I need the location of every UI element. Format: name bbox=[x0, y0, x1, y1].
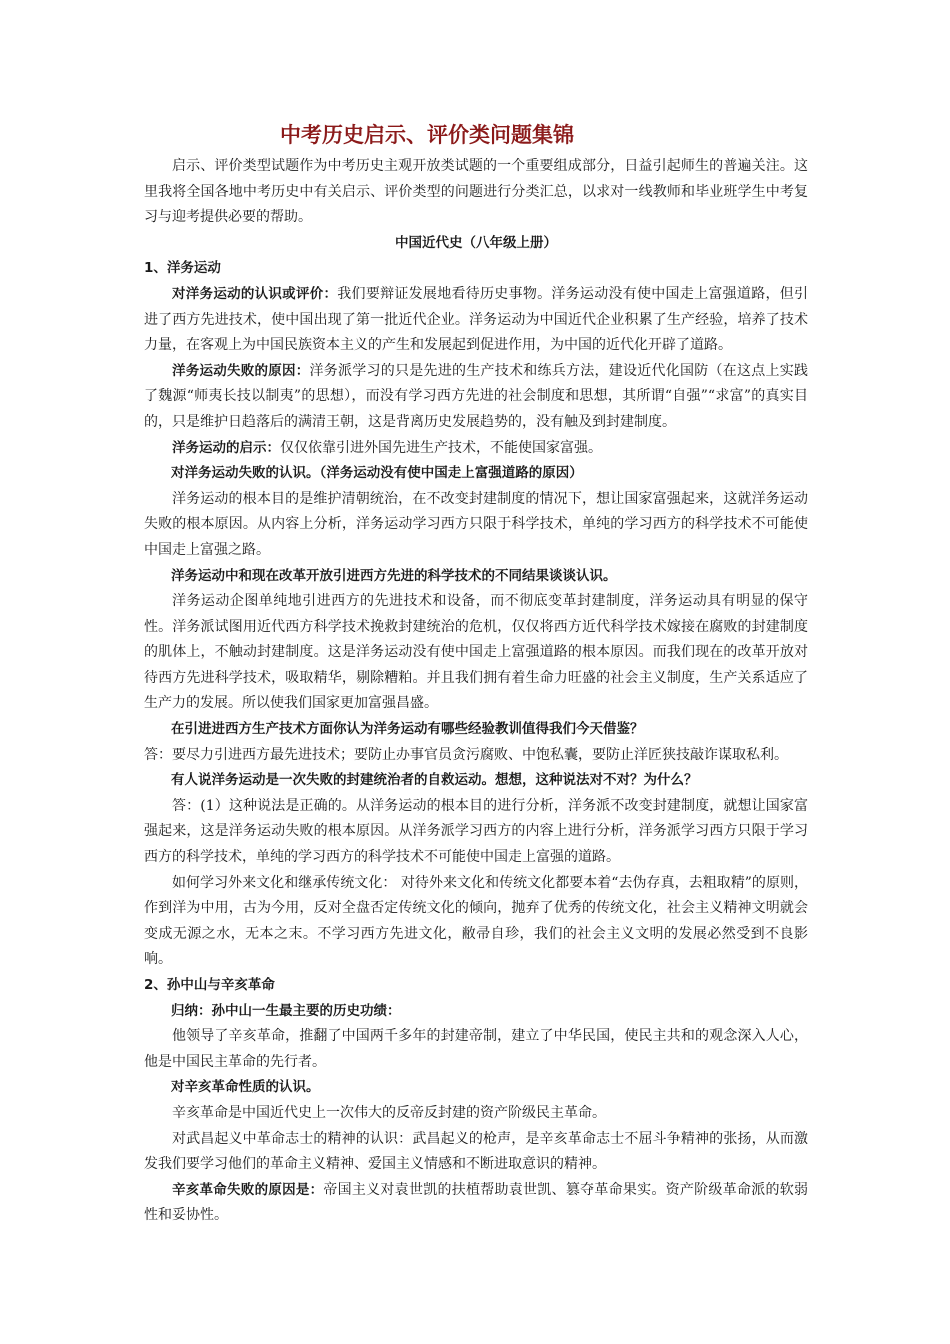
label-failure-reason: 洋务运动失败的原因： bbox=[172, 362, 310, 379]
paragraph-revolution-failure bbox=[144, 1178, 808, 1229]
section-title: 中国近代史（八年级上册） bbox=[395, 234, 557, 251]
paragraph-lesson bbox=[144, 436, 808, 462]
label-revolution-nature: 对辛亥革命性质的认识。 bbox=[171, 1079, 320, 1096]
text-comparison: 洋务运动企图单纯地引进西方的先进技术和设备，而不彻底变革封建制度，洋务运动具有明显的保守性。洋务派试图用近代西方科学技术挽救封建统治的危机，仅仅将西方近代科学技术嫁接在腐败的封建制度的肌体上，不触动封建制度。这是洋务运动没有使中国走上富强道路的根本原因。而我们现在的改革开放对待西方先进科学技术，吸取精华，剔除糟粕。并且我们拥有着生命力旺盛的社会主义制度，生产关系适应了生产力的发展。所以使我们国家更加富强昌盛。 bbox=[144, 593, 808, 712]
text-experience: 答：要尽力引进西方最先进技术；要防止办事官员贪污腐败、中饱私囊，要防止洋匠狭技敲诈谋取私利。 bbox=[144, 746, 788, 763]
text-failure-reason: 洋务派学习的只是先进的生产技术和练兵方法，建设近代化国防（在这点上实践了魏源“师夷长技以制夷”的思想），而没有学习西方先进的社会制度和思想，其所谓“自强”“求富”的真实目的，只是维护日趋落后的满清王朝，这是背离历史发展趋势的，没有触及到封建制度。 bbox=[144, 362, 808, 430]
heading-sun-yatsen: 2、孙中山与辛亥革命 bbox=[144, 977, 275, 993]
paragraph-culture: 如何学习外来文化和继承传统文化： 对待外来文化和传统文化都要本着“去伪存真，去粗取精”的原则，作到洋为中用，古为今用，反对全盘否定传统文化的倾向，抛弃了优秀的传统文化，社会主义精神文明就会变成无源之水，无本之末。不学习西方先进文化，敝帚自珍，我们的社会主义文明的发展必然受到不良影响。 bbox=[144, 874, 808, 968]
label-failure-understanding: 对洋务运动失败的认识。（洋务运动没有使中国走上富强道路的原因） bbox=[171, 465, 583, 482]
intro-paragraph: 启示、评价类型试题作为中考历史主观开放类试题的一个重要组成部分，日益引起师生的普遍关注。这里我将全国各地中考历史中有关启示、评价类型的问题进行分类汇总，以求对一线教师和毕业班学生中考复习与迎考提供必要的帮助。 bbox=[144, 158, 808, 226]
document-page bbox=[144, 118, 808, 1229]
text-self-rescue: 答：(1）这种说法是正确的。从洋务运动的根本目的进行分析，洋务派不改变封建制度，就想让国家富强起来，这是洋务运动失败的根本原因。从洋务派学习西方的内容上进行分析，洋务派学习西方只限于学习西方的科学技术，单纯的学习西方的科学技术不可能使中国走上富强的道路。 bbox=[144, 797, 808, 866]
label-comparison: 洋务运动中和现在改革开放引进西方先进的科学技术的不同结果谈谈认识。 bbox=[171, 567, 617, 584]
label-evaluation: 对洋务运动的认识或评价： bbox=[172, 285, 338, 302]
text-achievements: 他领导了辛亥革命，推翻了中国两千多年的封建帝制，建立了中华民国，使民主共和的观念深入人心，他是中国民主革命的先行者。 bbox=[144, 1028, 808, 1070]
paragraph-failure-reason bbox=[144, 359, 808, 436]
label-revolution-failure: 辛亥革命失败的原因是： bbox=[172, 1181, 324, 1198]
label-lesson: 洋务运动的启示： bbox=[172, 439, 280, 456]
label-experience: 在引进进西方生产技术方面你认为洋务运动有哪些经验教训值得我们今天借鉴？ bbox=[171, 721, 644, 738]
paragraph-wuchang: 对武昌起义中革命志士的精神的认识：武昌起义的枪声，是辛亥革命志士不屈斗争精神的张扬，从而激发我们要学习他们的革命主义精神、爱国主义情感和不断进取意识的精神。 bbox=[144, 1130, 808, 1173]
heading-yangwu: 1、洋务运动 bbox=[144, 260, 221, 277]
text-failure-understanding: 洋务运动的根本目的是维护清朝统治，在不改变封建制度的情况下，想让国家富强起来，这就洋务运动失败的根本原因。从内容上分析，洋务运动学习西方只限于科学技术，单纯的学习西方的科学技术不可能使中国走上富强之路。 bbox=[144, 490, 808, 558]
text-evaluation: 我们要辩证发展地看待历史事物。洋务运动没有使中国走上富强道路，但引进了西方先进技术，使中国出现了第一批近代企业。洋务运动为中国近代企业积累了生产经验，培养了技术力量，在客观上为中国民族资本主义的产生和发展起到促进作用，为中国的近代化开辟了道路。 bbox=[144, 285, 809, 354]
label-achievements: 归纳：孙中山一生最主要的历史功绩： bbox=[171, 1002, 401, 1019]
text-revolution-nature: 辛亥革命是中国近代史上一次伟大的反帝反封建的资产阶级民主革命。 bbox=[172, 1104, 606, 1121]
paragraph-evaluation bbox=[144, 282, 808, 359]
text-revolution-failure: 帝国主义对袁世凯的扶植帮助袁世凯、篡夺革命果实。资产阶级革命派的软弱性和妥协性。 bbox=[144, 1181, 808, 1224]
label-self-rescue: 有人说洋务运动是一次失败的封建统治者的自救运动。想想，这种说法对不对？为什么？ bbox=[171, 772, 698, 789]
document-title: 中考历史启示、评价类问题集锦 bbox=[280, 123, 574, 147]
text-lesson: 仅仅依靠引进外国先进生产技术，不能使国家富强。 bbox=[280, 439, 602, 456]
